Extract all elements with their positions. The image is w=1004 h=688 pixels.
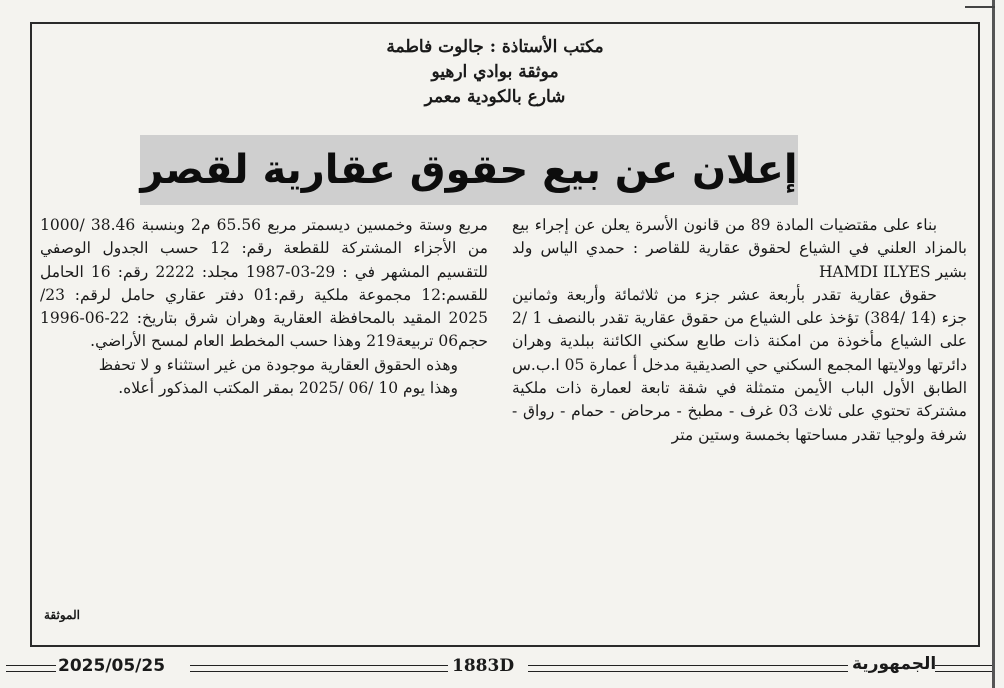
office-title: موثقة بوادي ارهيو — [431, 62, 559, 82]
page-edge — [992, 0, 995, 688]
newspaper-logo: الجمهورية — [852, 654, 937, 674]
paragraph-rights: حقوق عقارية تقدر بأربعة عشر جزء من ثلاثمائة وأربعة وثمانين جزء (14 /384) تؤخذ على الشياع من حقوق عقارية تقدر بالنصف 1 /2 على الشياع مأخوذة من امكنة ذات طابع سكني الكائنة ببلدية وهران دائرتها وولايتها المجمع السكني حي الصديقية مدخل أ عمارة 05 ا.ب.س الطابق الأول الباب الأيمن متمثلة في شقة تابعة لعمارة ذات ملكية مشتركة تحتوي على ثلاث 03 غرف - مطبخ - مرحاض - حمام - رواق - شرفة ولوجيا تقدر مساحتها بخمسة وستين متر — [512, 285, 967, 444]
notary-office-header — [250, 35, 740, 110]
footer-rule — [6, 665, 56, 672]
paragraph-date: وهذا يوم 10 /06 /2025 بمقر المكتب المذكور أعلاه. — [118, 379, 458, 398]
footer-rule — [190, 665, 448, 672]
title-banner — [140, 135, 798, 205]
text-column-left — [40, 214, 488, 400]
paragraph-no-reserve: وهذه الحقوق العقارية موجودة من غير استثناء و لا تحفظ — [98, 355, 458, 374]
paragraph-property: مربع وستة وخمسين ديسمتر مربع 65.56 م2 وبنسبة 38.46 /1000 من الأجزاء المشتركة للقطعة رقم: 12 حسب الجدول الوصفي للتقسيم المشهر في : 29-03-1987 مجلد: 2222 رقم: 16 الحامل للقسم:12 مجموعة ملكية رقم:01 دفتر عقاري حامل لرقم: 23/ 2025 المقيد بالمحافظة العقارية وهران شرق بتاريخ: 22-06-1996 حجم06 تربيعة219 وهذا حسب المخطط العام لمسح الأراضي. — [40, 216, 488, 351]
notary-signature: الموثقة — [44, 608, 80, 622]
page-corner-mark — [965, 0, 995, 8]
footer-date: 2025/05/25 — [58, 656, 166, 676]
footer-code: 1883D — [452, 656, 515, 676]
office-name: مكتب الأستاذة : جالوت فاطمة — [386, 37, 604, 57]
text-column-right — [512, 214, 967, 447]
office-address: شارع بالكودية معمر — [424, 87, 566, 107]
footer-rule — [935, 665, 995, 672]
footer-rule — [528, 665, 848, 672]
paragraph-intro: بناء على مقتضيات المادة 89 من قانون الأسرة يعلن عن إجراء بيع بالمزاد العلني في الشياع لحقوق عقارية للقاصر : حمدي الياس ولد بشير HAMDI ILYES — [512, 216, 967, 281]
announcement-title: إعلان عن بيع حقوق عقارية لقصر — [140, 147, 798, 193]
